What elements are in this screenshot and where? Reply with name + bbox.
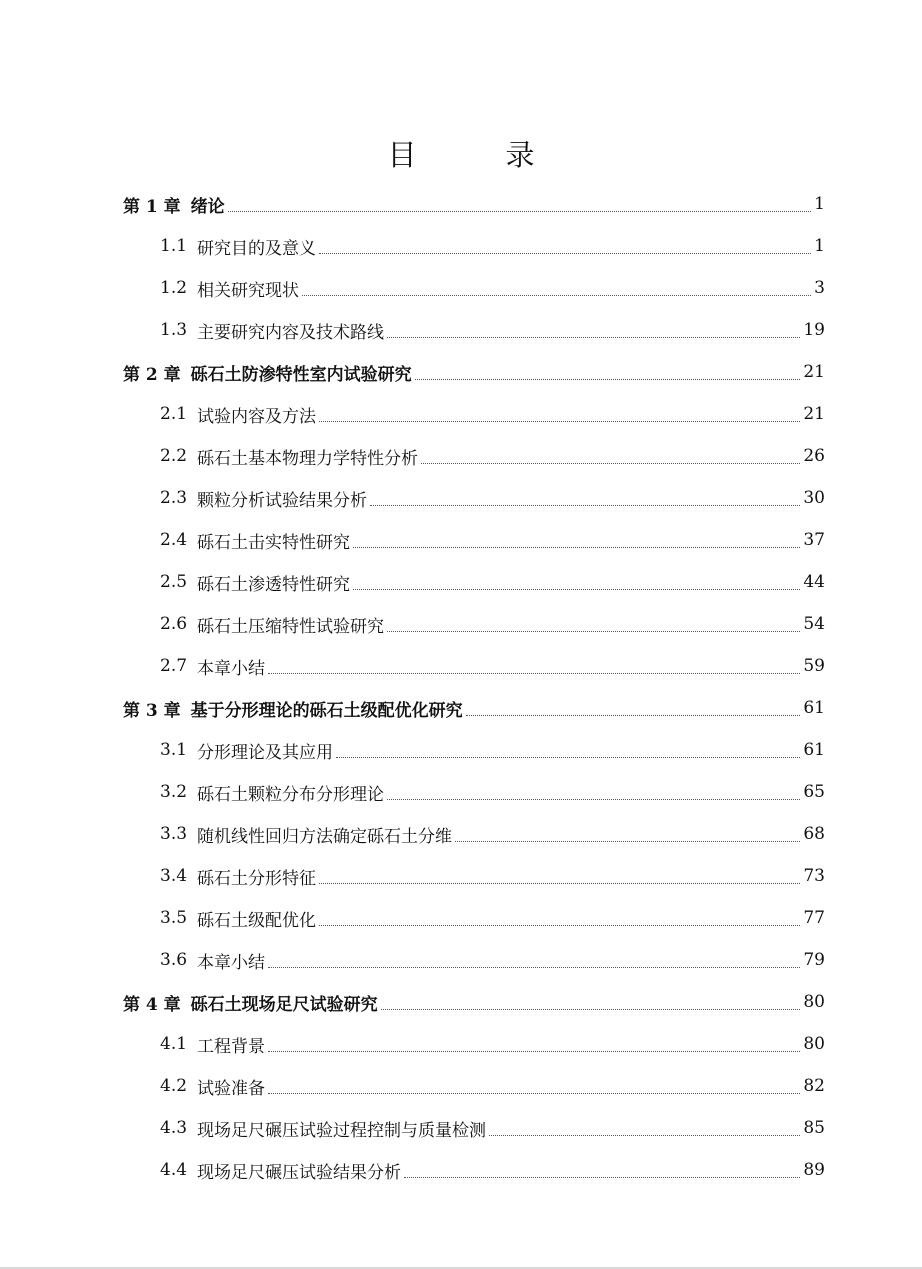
toc-page-number: 30 (803, 488, 825, 508)
toc-entry-number: 3.2 (160, 782, 188, 802)
toc-entry-number: 1.1 (160, 236, 188, 256)
toc-entry-number: 2.5 (160, 572, 188, 592)
toc-section-entry[interactable] (0, 1149, 922, 1191)
dot-leader (353, 589, 800, 590)
toc-entry-number: 第 1 章 (123, 196, 181, 217)
toc-section-entry[interactable] (0, 1065, 922, 1107)
dot-leader (319, 883, 800, 884)
toc-page-number: 1 (814, 236, 825, 256)
dot-leader (353, 547, 800, 548)
toc-page-number: 80 (803, 992, 825, 1012)
dot-leader (455, 841, 800, 842)
toc-page-number: 79 (803, 950, 825, 970)
toc-entry-number: 1.2 (160, 278, 188, 298)
toc-page-number: 54 (803, 614, 825, 634)
toc-entry-title: 砾石土分形特征 (197, 868, 317, 889)
toc-section-entry[interactable] (0, 309, 922, 351)
toc-entry-number: 2.4 (160, 530, 188, 550)
toc-entry-number: 3.5 (160, 908, 188, 928)
toc-page-number: 21 (803, 362, 825, 382)
toc-section-entry[interactable] (0, 939, 922, 981)
dot-leader (268, 673, 800, 674)
toc-entry-title: 现场足尺碾压试验结果分析 (197, 1162, 402, 1183)
toc-page-number: 61 (803, 740, 825, 760)
toc-entry-title: 砾石土防渗特性室内试验研究 (190, 364, 412, 385)
toc-chapter-entry[interactable] (0, 183, 922, 225)
toc-page-number: 80 (803, 1034, 825, 1054)
toc-entry-title: 砾石土现场足尺试验研究 (190, 994, 378, 1015)
toc-page-number: 65 (803, 782, 825, 802)
toc-entry-title: 基于分形理论的砾石土级配优化研究 (190, 700, 463, 721)
toc-section-entry[interactable] (0, 225, 922, 267)
dot-leader (268, 1093, 800, 1094)
toc-page-number: 21 (803, 404, 825, 424)
dot-leader (302, 295, 811, 296)
toc-page-number: 37 (803, 530, 825, 550)
toc-entry-title: 砾石土压缩特性试验研究 (197, 616, 385, 637)
toc-entry-number: 2.3 (160, 488, 188, 508)
toc-entry-number: 3.1 (160, 740, 188, 760)
toc-entry-number: 3.3 (160, 824, 188, 844)
toc-section-entry[interactable] (0, 645, 922, 687)
toc-chapter-entry[interactable] (0, 981, 922, 1023)
dot-leader (381, 1009, 801, 1010)
toc-section-entry[interactable] (0, 477, 922, 519)
toc-entry-title: 试验准备 (197, 1078, 266, 1099)
toc-entry-title: 砾石土级配优化 (197, 910, 317, 931)
dot-leader (268, 1051, 800, 1052)
toc-entry-number: 1.3 (160, 320, 188, 340)
toc-entry-number: 第 3 章 (123, 700, 181, 721)
dot-leader (336, 757, 800, 758)
toc-entry-number: 2.6 (160, 614, 188, 634)
dot-leader (387, 337, 800, 338)
dot-leader (319, 253, 811, 254)
dot-leader (387, 799, 800, 800)
dot-leader (387, 631, 800, 632)
toc-section-entry[interactable] (0, 771, 922, 813)
dot-leader (415, 379, 801, 380)
toc-entry-number: 4.1 (160, 1034, 188, 1054)
toc-page-number: 3 (814, 278, 825, 298)
toc-page-number: 59 (803, 656, 825, 676)
toc-page-number: 19 (803, 320, 825, 340)
toc-entry-title: 砾石土基本物理力学特性分析 (197, 448, 419, 469)
toc-entry-number: 第 4 章 (123, 994, 181, 1015)
toc-section-entry[interactable] (0, 813, 922, 855)
toc-entry-title: 主要研究内容及技术路线 (197, 322, 385, 343)
toc-entry-number: 2.1 (160, 404, 188, 424)
toc-section-entry[interactable] (0, 729, 922, 771)
toc-page-number: 1 (814, 194, 825, 214)
toc-page-number: 26 (803, 446, 825, 466)
toc-entry-number: 2.2 (160, 446, 188, 466)
dot-leader (268, 967, 800, 968)
toc-entry-title: 砾石土渗透特性研究 (197, 574, 351, 595)
toc-section-entry[interactable] (0, 561, 922, 603)
toc-page-number: 77 (803, 908, 825, 928)
toc-entry-title: 研究目的及意义 (197, 238, 317, 259)
toc-entry-title: 颗粒分析试验结果分析 (197, 490, 368, 511)
toc-entry-number: 3.6 (160, 950, 188, 970)
toc-section-entry[interactable] (0, 393, 922, 435)
toc-page-number: 61 (803, 698, 825, 718)
toc-section-entry[interactable] (0, 267, 922, 309)
toc-entry-title: 现场足尺碾压试验过程控制与质量检测 (197, 1120, 487, 1141)
dot-leader (319, 421, 800, 422)
toc-entry-number: 4.4 (160, 1160, 188, 1180)
toc-entry-title: 工程背景 (197, 1036, 266, 1057)
toc-page-number: 85 (803, 1118, 825, 1138)
toc-entry-title: 分形理论及其应用 (197, 742, 334, 763)
dot-leader (404, 1177, 800, 1178)
dot-leader (319, 925, 800, 926)
toc-entry-title: 本章小结 (197, 952, 266, 973)
toc-chapter-entry[interactable] (0, 351, 922, 393)
toc-entry-number: 3.4 (160, 866, 188, 886)
toc-entry-title: 本章小结 (197, 658, 266, 679)
toc-chapter-entry[interactable] (0, 687, 922, 729)
toc-section-entry[interactable] (0, 519, 922, 561)
toc-section-entry[interactable] (0, 855, 922, 897)
dot-leader (489, 1135, 800, 1136)
toc-page-number: 44 (803, 572, 825, 592)
toc-entry-number: 2.7 (160, 656, 188, 676)
toc-page-number: 73 (803, 866, 825, 886)
toc-entry-number: 第 2 章 (123, 364, 181, 385)
toc-page-number: 89 (803, 1160, 825, 1180)
toc-section-entry[interactable] (0, 603, 922, 645)
toc-section-entry[interactable] (0, 435, 922, 477)
toc-section-entry[interactable] (0, 1023, 922, 1065)
toc-entry-number: 4.2 (160, 1076, 188, 1096)
toc-entry-title: 绪论 (190, 196, 225, 217)
toc-entry-title: 试验内容及方法 (197, 406, 317, 427)
dot-leader (466, 715, 801, 716)
toc-entry-title: 随机线性回归方法确定砾石土分维 (197, 826, 453, 847)
table-of-contents (0, 183, 922, 1191)
page-title: 目 录 (387, 138, 565, 172)
dot-leader (228, 211, 812, 212)
dot-leader (421, 463, 800, 464)
toc-section-entry[interactable] (0, 897, 922, 939)
toc-entry-title: 砾石土颗粒分布分形理论 (197, 784, 385, 805)
toc-entry-title: 砾石土击实特性研究 (197, 532, 351, 553)
toc-page-number: 68 (803, 824, 825, 844)
toc-entry-title: 相关研究现状 (197, 280, 300, 301)
toc-entry-number: 4.3 (160, 1118, 188, 1138)
toc-section-entry[interactable] (0, 1107, 922, 1149)
toc-page-number: 82 (803, 1076, 825, 1096)
dot-leader (370, 505, 800, 506)
